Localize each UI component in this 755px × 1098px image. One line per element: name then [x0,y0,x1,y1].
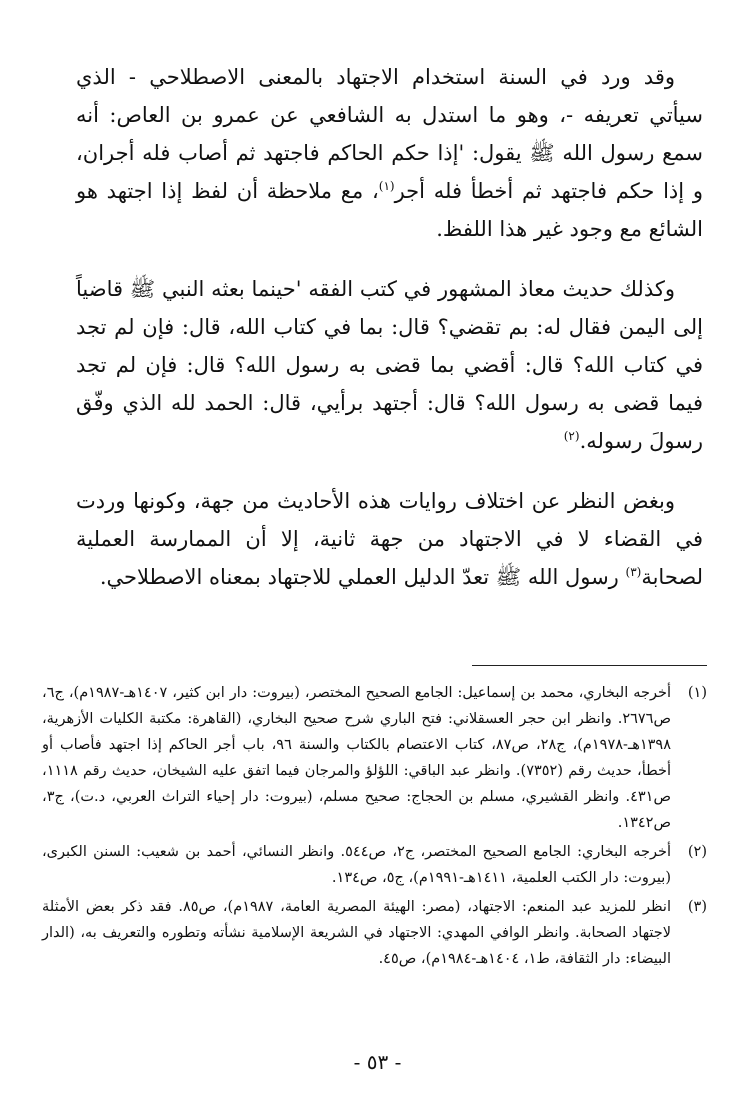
paragraph-3-text: وبغض النظر عن اختلاف روايات هذه الأحاديث من جهة، وكونها وردت في القضاء لا في الاجتهاد من جهة ثانية، إلا أن الممارسة العملية لصحابة [76,489,703,589]
footnote-text: أخرجه البخاري: الجامع الصحيح المختصر، ج٢، ص٥٤٤. وانظر النسائي، أحمد بن شعيب: السنن الكبرى، (بيروت: دار الكتب العلمية، ١٤١١هـ-١٩٩١م)، ج٥، ص١٣٤. [42,844,671,886]
footnote-ref-1: (١) [378,179,395,193]
page-number: - ٥٣ - [353,1050,402,1074]
footnote-number: (١) [687,685,707,701]
paragraph-1-text: وقد ورد في السنة استخدام الاجتهاد بالمعنى الاصطلاحي - الذي سيأتي تعريفه -، وهو ما استدل به الشافعي عن عمرو بن العاص: أنه سمع رسول الله ﷺ يقول: 'إذا حكم الحاكم فاجتهد ثم أصاب فله أجران، و إذا حكم فاجتهد ثم أخطأ فله أجر [76,65,703,203]
footnote-1 [42,680,707,836]
paragraph-3-end: رسول الله ﷺ تعدّ الدليل العملي للاجتهاد بمعناه الاصطلاحي. [99,565,626,589]
footnote-number: (٢) [687,844,707,860]
footnote-text: انظر للمزيد عبد المنعم: الاجتهاد، (مصر: الهيئة المصرية العامة، ١٩٨٧م)، ص٨٥. فقد ذكر بعض الأمثلة لاجتهاد الصحابة. وانظر الوافي المهدي: الاجتهاد في الشريعة الإسلامية نشأته وتطوره والتعريف به، (الدار البيضاء: دار الثقافة، ط١، ١٤٠٤هـ-١٩٨٤م)، ص٤٥. [42,899,671,967]
footnote-ref-3: (٣) [625,565,642,579]
paragraph-2-text: وكذلك حديث معاذ المشهور في كتب الفقه 'حينما بعثه النبي ﷺ قاضياً إلى اليمن فقال له: بم تقضي؟ قال: بما في كتاب الله، قال: فإن لم تجد في كتاب الله؟ قال: أقضي بما قضى به رسول الله؟ قال: فإن لم تجد فيما قضى به رسول الله؟ قال: أجتهد برأيي، قال: الحمد لله الذي وفّق رسولَ رسوله. [76,277,703,453]
footnote-2 [42,839,707,891]
footnote-number: (٣) [687,899,707,915]
main-text [76,58,703,618]
footnote-3 [42,894,707,972]
footnote-separator [472,665,707,666]
paragraph-2 [76,270,703,460]
footnotes [42,680,707,975]
footnote-text: أخرجه البخاري، محمد بن إسماعيل: الجامع الصحيح المختصر، (بيروت: دار ابن كثير، ١٤٠٧هـ-١٩٨٧م)، ج٦، ص٢٦٧٦. وانظر ابن حجر العسقلاني: فتح الباري شرح صحيح البخاري، (القاهرة: مكتبة الكليات الأزهرية، ١٣٩٨هـ-١٩٧٨م)، ج٢٨، ص٨٧، كتاب الاعتصام بالكتاب والسنة ٩٦، باب أجر الحاكم إذا اجتهد فأصاب أو أخطأ، حديث رقم (٧٣٥٢). وانظر عبد الباقي: اللؤلؤ والمرجان فيما اتفق عليه الشيخان، حديث رقم ١١١٨، ص٤٣١. وانظر القشيري، مسلم بن الحجاج: صحيح مسلم، (بيروت: دار إحياء التراث العربي، د.ت)، ج٣، ص١٣٤٢. [42,685,671,831]
footnote-ref-2: (٢) [563,429,580,443]
paragraph-3 [76,482,703,596]
paragraph-1-end: ، مع ملاحظة أن لفظ إذا اجتهد هو الشائع مع وجود غير هذا اللفظ. [76,179,703,241]
paragraph-1 [76,58,703,248]
